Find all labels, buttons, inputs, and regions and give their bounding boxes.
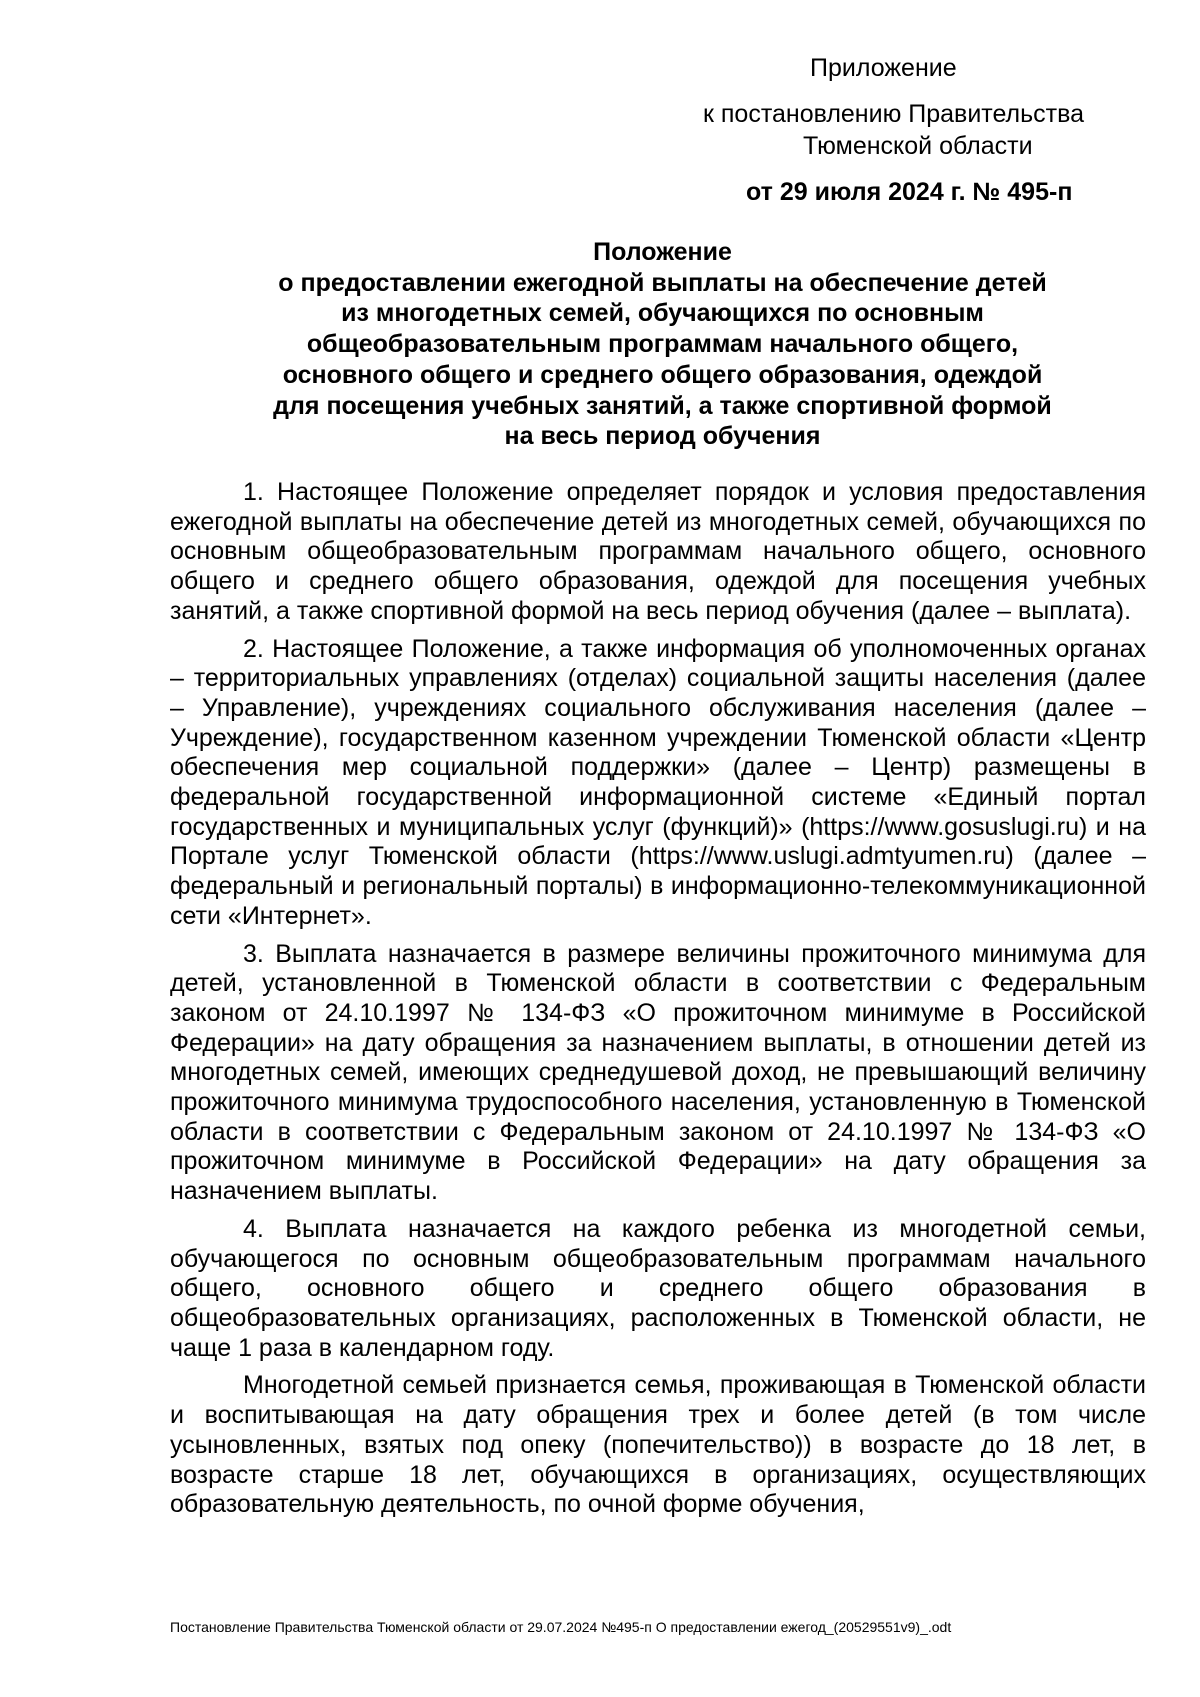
appendix-label: Приложение [810,54,957,82]
title-line: на весь период обучения [504,422,821,451]
paragraph-2: 2. Настоящее Положение, а также информация об уполномоченных органах – территориальных управлениях (отделах) социальной защиты населения (далее – Управление), учреждениях социального обслуживания населения (далее – Учреждение), государственном казенном учреждении Тюменской области «Центр обеспечения мер социальной поддержки» (далее – Центр) размещены в федеральной государственной информационной системе «Единый портал государственных и муниципальных услуг (функций)» (https://www.gosuslugi.ru) и на Портале услуг Тюменской области (https://www.uslugi.admtyumen.ru) (далее – федеральный и региональный порталы) в информационно-телекоммуникационной сети «Интернет». [170,634,1146,930]
title-line: о предоставлении ежегодной выплаты на обеспечение детей [278,268,1047,297]
document-title [170,237,1155,452]
title-line: основного общего и среднего общего образования, одеждой [282,360,1043,389]
paragraph-1: 1. Настоящее Положение определяет порядок и условия предоставления ежегодной выплаты на обеспечение детей из многодетных семей, обучающихся по основным общеобразовательным программам начального общего, основного общего и среднего общего образования, одеждой для посещения учебных занятий, а также спортивной формой на весь период обучения (далее – выплата). [170,478,1146,625]
resolution-reference-line1: к постановлению Правительства [703,100,1085,128]
resolution-reference-line2: Тюменской области [803,132,1033,160]
paragraph-3: 3. Выплата назначается в размере величины прожиточного минимума для детей, установленной в Тюменской области в соответствии с Федеральным законом от 24.10.1997 № 134-ФЗ «О прожиточном минимуме в Российской Федерации» на дату обращения за назначением выплаты, в отношении детей из многодетных семей, имеющих среднедушевой доход, не превышающий величину прожиточного минимума трудоспособного населения, установленную в Тюменской области в соответствии с Федеральным законом от 24.10.1997 № 134-ФЗ «О прожиточном минимуме в Российской Федерации» на дату обращения за назначением выплаты. [170,939,1146,1206]
resolution-date-number: от 29 июля 2024 г. № 495-п [746,178,1073,206]
paragraph-large-family-definition: Многодетной семьей признается семья, проживающая в Тюменской области и воспитывающая на дату обращения трех и более детей (в том числе усыновленных, взятых под опеку (попечительство)) в возрасте до 18 лет, в возрасте старше 18 лет, обучающихся в организациях, осуществляющих образовательную деятельность, по очной форме обучения, [170,1371,1146,1519]
document-body [170,478,1146,1528]
title-line: для посещения учебных занятий, а также спортивной формой [273,391,1052,420]
paragraph-4: 4. Выплата назначается на каждого ребенка из многодетной семьи, обучающегося по основным общеобразовательным программам начального общего, основного общего и среднего общего образования в общеобразовательных организациях, расположенных в Тюменской области, не чаще 1 раза в календарном году. [170,1214,1146,1362]
title-line: из многодетных семей, обучающихся по основным [341,299,984,328]
appendix-header [640,52,1160,208]
title-line: Положение [593,238,732,266]
page-footer: Постановление Правительства Тюменской области от 29.07.2024 №495-п О предоставлении ежегод_(20529551v9)_.odt [170,1619,952,1635]
title-line: общеобразовательным программам начального общего, [306,330,1019,359]
